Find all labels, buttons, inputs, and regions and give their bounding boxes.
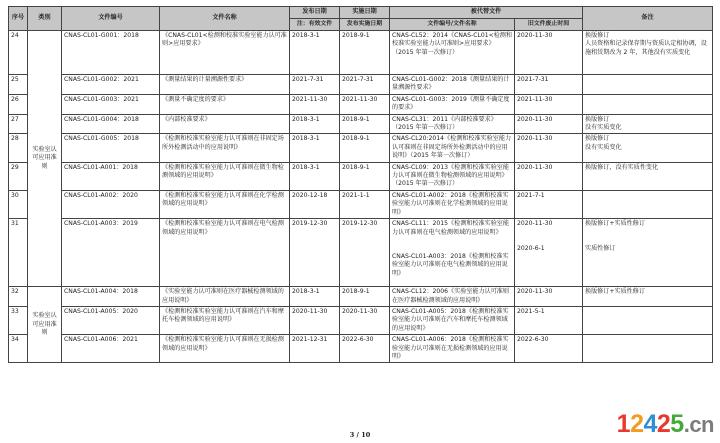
remark-line: 没有实质变化 [585, 124, 622, 132]
cell-old-abolish-line: 2020-11-30 [517, 32, 553, 39]
spacer [392, 237, 512, 253]
cell-replaced-line: CNAS-CL01-A005：2018《检测和校准实验室能力认可准则在汽车和摩托车检测领域的应用说明》 [392, 307, 509, 332]
header-impl-note: 发布实施日期 [340, 19, 390, 31]
header-doc-no: 文件编号 [62, 7, 160, 31]
cell-replaced-line: CNAS-CL01-G002：2018《测量结果的计量溯源性要求》 [392, 76, 510, 92]
cell-replaced [390, 114, 515, 134]
table-row [9, 287, 713, 307]
cell-doc-name: 《内部校准要求》 [160, 114, 290, 134]
remark-line: 换版修订 [585, 115, 610, 123]
cell-replaced-line: CNAS-CL09：2013《检测和校准实验室能力认可准则在微生物检测领域的应用说明》（2015 年第一次修订） [392, 163, 509, 188]
cell-seq: 29 [9, 162, 28, 190]
cell-replaced [390, 335, 515, 363]
cell-replaced [390, 162, 515, 190]
cell-doc-no: CNAS-CL01-G004：2018 [62, 114, 160, 134]
cell-old-abolish [515, 75, 583, 95]
table-row [9, 219, 713, 287]
cell-old-abolish-line: 2020-11-30 [517, 135, 553, 143]
cell-category-a: 实验室认可应用准则 [28, 31, 62, 287]
cell-old-abolish [515, 335, 583, 363]
page-number: 3 / 10 [349, 431, 371, 439]
cell-replaced-line: CNAS-CL12：2006《实验室能力认可准则在医疗器械检测领域的应用说明》 [392, 288, 509, 304]
cell-pub-date: 2020-12-18 [290, 190, 340, 218]
cell-replaced [390, 306, 515, 334]
cell-doc-name: 《检测和校准实验室能力认可准则在汽车和摩托车检测领域的应用说明》 [160, 306, 290, 334]
cell-old-abolish-line: 2020-11-30 [517, 163, 553, 171]
cell-replaced-line: CNAS-CL01-G003：2019《测量不确定度的要求》 [392, 95, 510, 112]
cell-doc-name: 《测量不确定度的要求》 [160, 94, 290, 114]
table-body [9, 31, 713, 363]
cell-doc-no: CNAS-CL01-A003：2019 [62, 219, 160, 287]
cell-pub-date: 2020-11-30 [290, 306, 340, 334]
cell-doc-no: CNAS-CL01-A005：2020 [62, 306, 160, 334]
cell-doc-no: CNAS-CL01-G005：2018 [62, 134, 160, 162]
cell-old-abolish [515, 190, 583, 218]
cell-seq: 32 [9, 287, 28, 307]
cell-doc-no: CNAS-CL01-A006：2021 [62, 335, 160, 363]
cell-doc-no: CNAS-CL01-A004：2018 [62, 287, 160, 307]
cell-replaced-line: CNAS-CL11：2015《检测和校准实验室能力认可准则在电气检测领域的应用说明》 [392, 220, 509, 236]
remark-line: 人员资格和记录保存期与资质认定相协调，设施租赁期改为 2 年，其他没有实质变化 [585, 40, 707, 56]
cell-old-abolish [515, 219, 583, 287]
cell-doc-name: 《检测和校准实验室能力认可准则在微生物检测领域的应用说明》 [160, 162, 290, 190]
cell-doc-no: CNAS-CL01-G002：2021 [62, 75, 160, 95]
watermark-logo: 12425.cn [616, 410, 714, 438]
cell-seq: 26 [9, 94, 28, 114]
cell-old-abolish-line: 2021-11-30 [517, 95, 553, 103]
cell-pub-date: 2021-7-31 [290, 75, 340, 95]
cell-doc-name: 《检测和校准实验室能力认可准则在化学检测领域的应用说明》 [160, 190, 290, 218]
cell-old-abolish-line: 2021-7-31 [517, 76, 549, 83]
cell-remarks [583, 190, 713, 218]
cell-remarks [583, 335, 713, 363]
cell-old-abolish [515, 134, 583, 162]
remark-line: 实质性修订 [585, 244, 616, 252]
cell-remarks [583, 75, 713, 95]
cell-old-abolish-line: 2020-11-30 [517, 220, 553, 228]
cell-pub-date: 2018-3-1 [290, 162, 340, 190]
table-row [9, 134, 713, 162]
cell-impl-date: 2018-9-1 [340, 287, 390, 307]
standards-table [8, 6, 713, 363]
cell-impl-date: 2018-9-1 [340, 114, 390, 134]
cell-impl-date: 2019-12-30 [340, 219, 390, 287]
table-row [9, 94, 713, 114]
cell-old-abolish-line: 2020-11-30 [517, 288, 553, 296]
cell-remarks [583, 134, 713, 162]
table-row [9, 335, 713, 363]
cell-seq: 30 [9, 190, 28, 218]
table-header [9, 7, 713, 31]
cell-replaced [390, 287, 515, 307]
cell-seq: 31 [9, 219, 28, 287]
cell-remarks [583, 219, 713, 287]
table-row [9, 75, 713, 95]
header-seq: 序号 [9, 7, 28, 31]
remark-line: 换版修订+实质性修订 [585, 288, 645, 296]
spacer [517, 229, 580, 245]
cell-replaced [390, 31, 515, 75]
cell-old-abolish-line: 2021-5-1 [517, 307, 545, 315]
header-category: 类别 [28, 7, 62, 31]
table-row [9, 306, 713, 334]
cell-replaced-line: CNAS-CL52：2014《CNAS-CL01<检测和校准实验室能力认可准则>应用要求》（2015 年第一次修订） [392, 32, 512, 56]
cell-old-abolish [515, 31, 583, 75]
cell-old-abolish [515, 306, 583, 334]
cell-doc-name: 《测量结果的计量溯源性要求》 [160, 75, 290, 95]
cell-replaced-line: CNAS-CL20:2014《检测和校准实验室能力认可准则在非固定场所外检测活动中的应用说明》（2015 年第一次修订） [392, 135, 512, 160]
cell-pub-date: 2018-3-1 [290, 114, 340, 134]
cell-pub-date: 2019-12-30 [290, 219, 340, 287]
cell-replaced-line: CNAS-CL01-A006：2018《检测和校准实验室能力认可准则在无损检测领域的应用说明》 [392, 336, 509, 360]
cell-seq: 24 [9, 31, 28, 75]
header-pub-note: 注：有效文件 [290, 19, 340, 31]
header-impl-date: 实施日期 [340, 7, 390, 19]
cell-impl-date: 2018-9-1 [340, 162, 390, 190]
cell-old-abolish [515, 94, 583, 114]
cell-doc-name: 《检测和校准实验室能力认可准则在电气检测领域的应用说明》 [160, 219, 290, 287]
cell-remarks [583, 287, 713, 307]
header-pub-date: 发布日期 [290, 7, 340, 19]
cell-replaced [390, 190, 515, 218]
cell-replaced [390, 219, 515, 287]
cell-impl-date: 2020-11-30 [340, 306, 390, 334]
cell-pub-date: 2018-3-1 [290, 134, 340, 162]
cell-old-abolish-line: 2020-11-30 [517, 115, 553, 123]
cell-replaced-line: CNAS-CL01-A002：2018《检测和校准实验室能力认可准则在化学检测领域的应用说明》 [392, 191, 509, 216]
cell-replaced-line: CNAS-CL31：2011《内部校准要求》（2015 年第一次修订） [392, 115, 497, 132]
cell-old-abolish [515, 287, 583, 307]
table-row [9, 162, 713, 190]
remark-line: 换版修订 [585, 135, 610, 143]
table-row [9, 114, 713, 134]
cell-remarks [583, 162, 713, 190]
spacer [585, 229, 710, 245]
cell-remarks [583, 31, 713, 75]
cell-old-abolish-line: 2020-6-1 [517, 244, 545, 252]
cell-doc-no: CNAS-CL01-G003：2021 [62, 94, 160, 114]
cell-seq: 34 [9, 335, 28, 363]
cell-seq: 33 [9, 306, 28, 334]
cell-old-abolish-line: 2021-7-1 [517, 191, 545, 199]
cell-old-abolish [515, 162, 583, 190]
cell-replaced [390, 75, 515, 95]
cell-doc-no: CNAS-CL01-A002：2020 [62, 190, 160, 218]
cell-replaced-line: CNAS-CL01-A003：2018《检测和校准实验室能力认可准则在电气检测领域的应用说明》 [392, 252, 509, 277]
cell-replaced [390, 94, 515, 114]
header-replaced: 被代替文件 [390, 7, 583, 19]
header-remarks: 备注 [583, 7, 713, 31]
cell-seq: 27 [9, 114, 28, 134]
cell-doc-name: 《CNAS-CL01<检测和校准实验室能力认可准则>应用要求》 [160, 31, 290, 75]
cell-remarks [583, 306, 713, 334]
cell-remarks [583, 114, 713, 134]
cell-remarks [583, 94, 713, 114]
remark-line: 换版修订 [585, 32, 610, 39]
cell-doc-name: 《实验室能力认可准则在医疗器械检测领域的应用说明》 [160, 287, 290, 307]
cell-old-abolish-line: 2022-6-30 [517, 336, 549, 344]
cell-replaced [390, 134, 515, 162]
header-doc-name: 文件名称 [160, 7, 290, 31]
cell-doc-name: 《检测和校准实验室能力认可准则在无损检测领域的应用说明》 [160, 335, 290, 363]
cell-impl-date: 2021-1-1 [340, 190, 390, 218]
cell-impl-date: 2018-9-1 [340, 31, 390, 75]
cell-pub-date: 2018-3-1 [290, 287, 340, 307]
cell-seq: 28 [9, 134, 28, 162]
cell-seq: 25 [9, 75, 28, 95]
cell-pub-date: 2018-3-1 [290, 31, 340, 75]
remark-line: 没有实质变化 [585, 143, 622, 151]
cell-doc-name: 《检测和校准实验室能力认可准则在非固定场所外检测活动中的应用说明》 [160, 134, 290, 162]
cell-doc-no: CNAS-CL01-A001：2018 [62, 162, 160, 190]
remark-line: 换版修订+实质性修订 [585, 220, 645, 228]
table-row [9, 31, 713, 75]
cell-impl-date: 2021-11-30 [340, 94, 390, 114]
cell-pub-date: 2021-12-31 [290, 335, 340, 363]
cell-old-abolish [515, 114, 583, 134]
cell-doc-no: CNAS-CL01-G001：2018 [62, 31, 160, 75]
cell-impl-date: 2018-9-1 [340, 134, 390, 162]
cell-impl-date: 2022-6-30 [340, 335, 390, 363]
cell-pub-date: 2021-11-30 [290, 94, 340, 114]
table-row [9, 190, 713, 218]
remark-line: 换版修订，没有实质性变化 [585, 163, 659, 171]
header-replaced-no-name: 文件编号/文件名称 [390, 19, 515, 31]
cell-impl-date: 2021-7-31 [340, 75, 390, 95]
header-old-abolish: 旧文件废止时间 [515, 19, 583, 31]
cell-category-b: 实验室认可应用准则 [28, 287, 62, 363]
